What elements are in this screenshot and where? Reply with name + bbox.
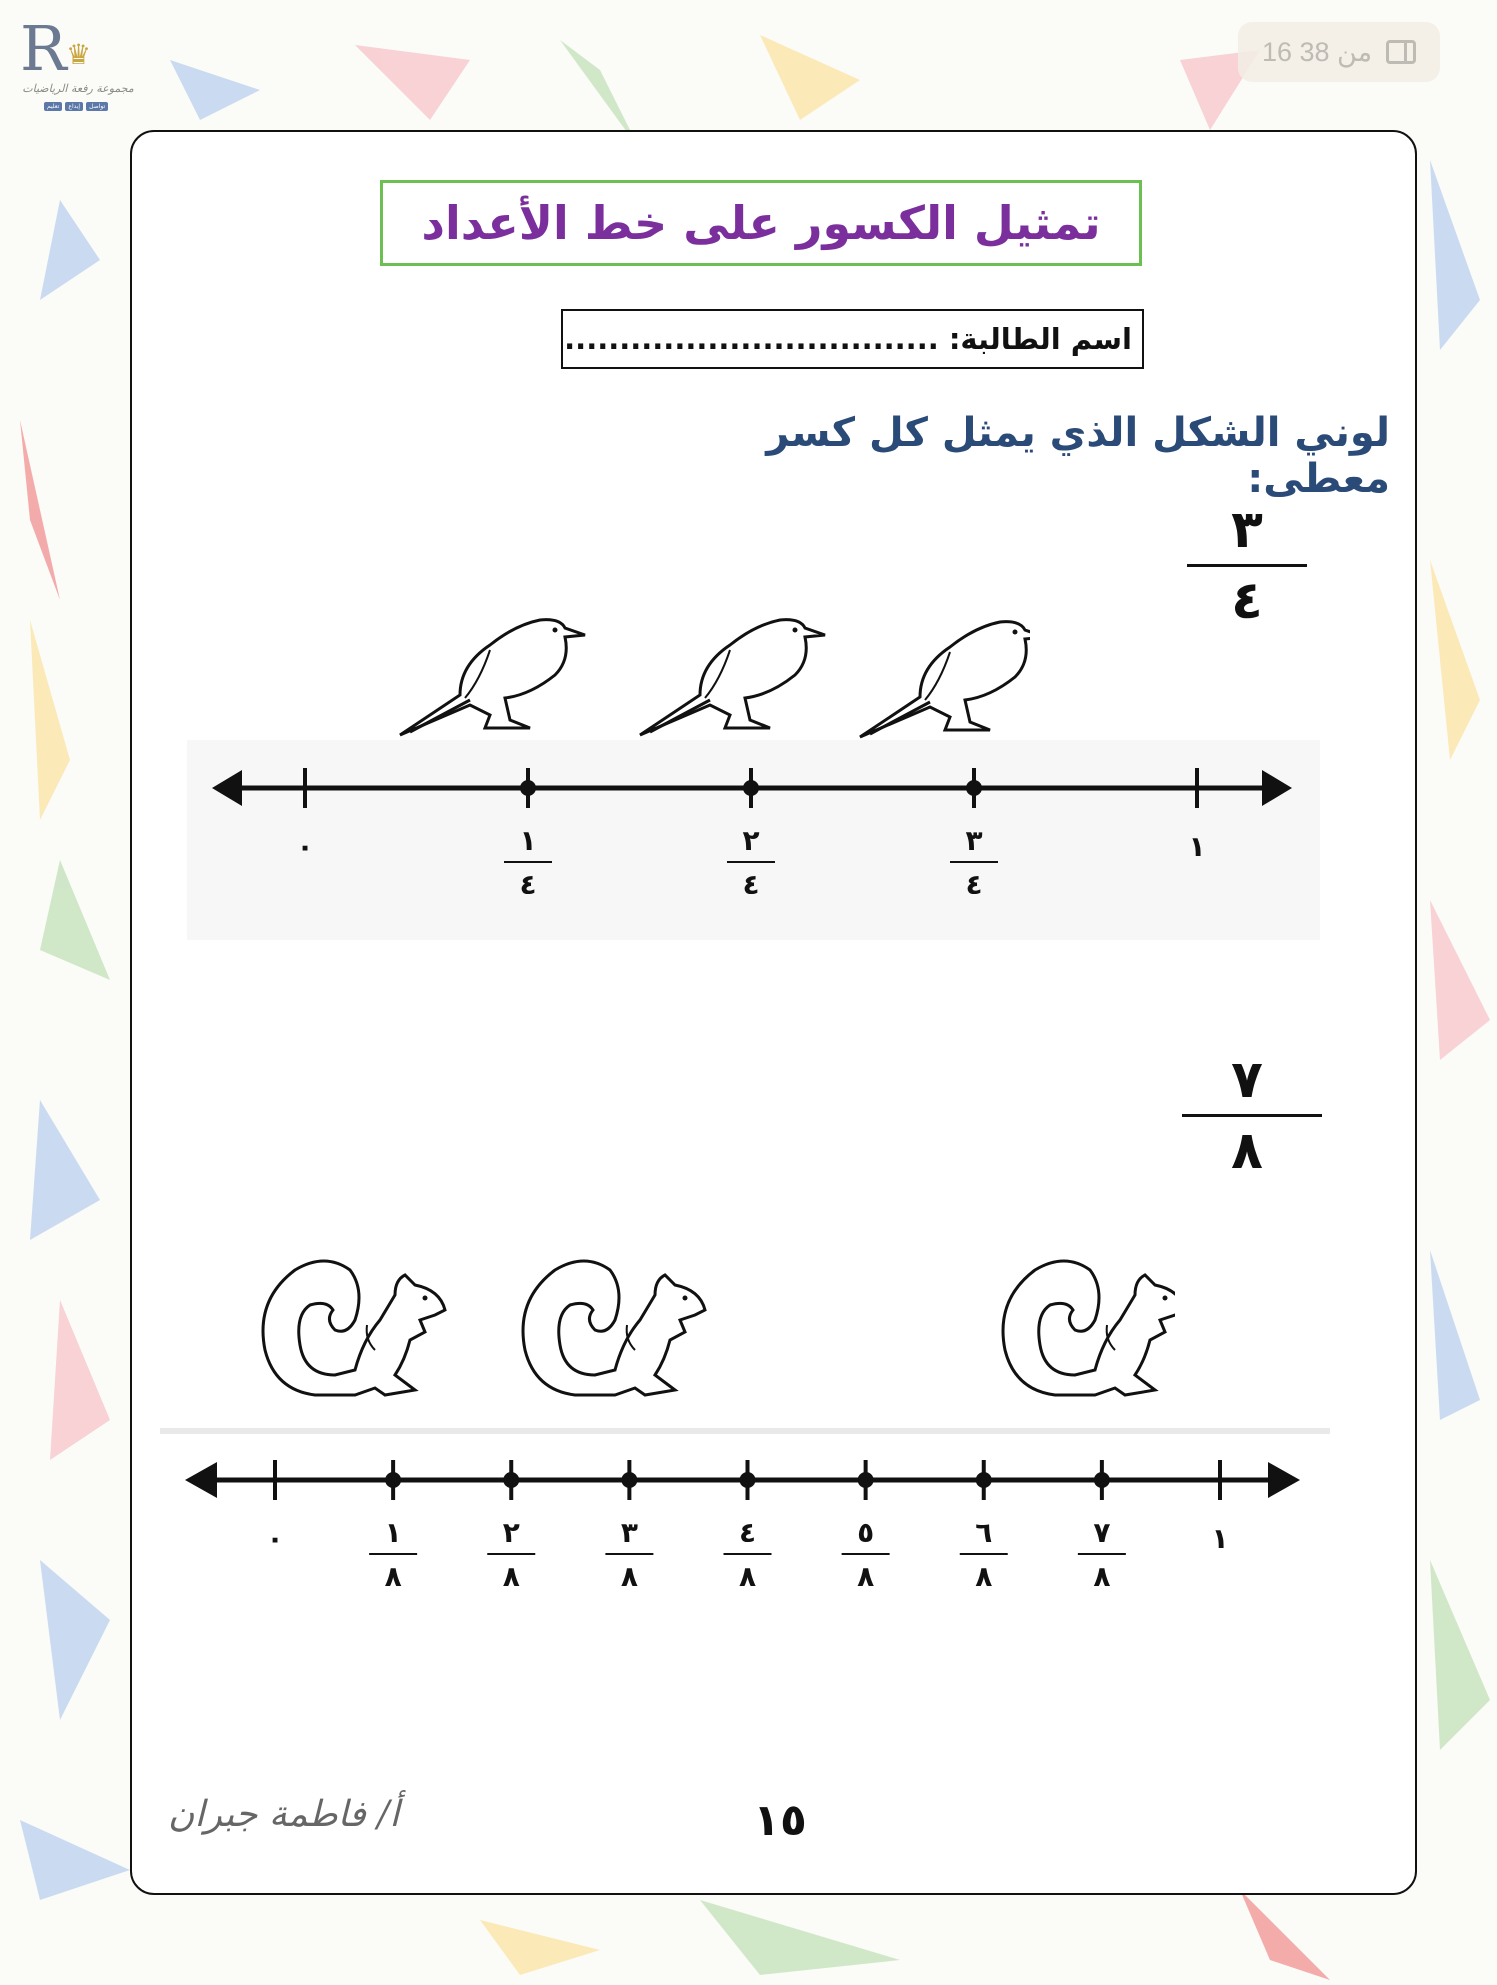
fraction-denominator: ٨: [1231, 1121, 1263, 1181]
tick-label-denominator: ٨: [1093, 1560, 1111, 1593]
bird-pictures: [390, 610, 1030, 745]
tick-dot: [858, 1472, 874, 1488]
tick-dot: [621, 1472, 637, 1488]
tick-label-denominator: ٨: [620, 1560, 638, 1593]
tick-dot: [743, 780, 759, 796]
logo-crown-icon: ♛: [66, 38, 92, 71]
bird-picture[interactable]: [400, 620, 585, 735]
fraction-7-8: [1182, 1050, 1312, 1181]
squirrel-pictures: [255, 1250, 1175, 1410]
tick-dot: [385, 1472, 401, 1488]
tick-dot: [976, 1472, 992, 1488]
logo-monogram: R: [20, 12, 67, 85]
number-line-eighths-strip: [160, 1428, 1330, 1434]
squirrel-picture[interactable]: [523, 1261, 705, 1395]
fraction-numerator: ٣: [1231, 500, 1263, 560]
tick-label-numerator: ١: [1188, 830, 1206, 863]
tick-label-numerator: ٥: [857, 1516, 875, 1549]
fraction-bar: [1187, 564, 1307, 567]
logo-tag: إبداع: [65, 102, 83, 111]
tick-label-denominator: ٨: [975, 1560, 993, 1593]
fraction-numerator: ٧: [1231, 1050, 1263, 1110]
tick-dot: [740, 1472, 756, 1488]
worksheet-title-box: [380, 180, 1142, 266]
squirrel-picture[interactable]: [263, 1261, 445, 1395]
tick-dot: [503, 1472, 519, 1488]
student-name-label: اسم الطالبة: ..................................: [564, 322, 1132, 356]
tick-label-numerator: ٠: [266, 1522, 284, 1555]
tick-label-numerator: ١: [519, 824, 537, 857]
tick-label-denominator: ٤: [519, 868, 537, 901]
tick-label-numerator: ٤: [738, 1516, 757, 1549]
fraction-denominator: ٤: [1231, 571, 1263, 631]
bird-picture[interactable]: [860, 622, 1030, 737]
tick-label-denominator: ٨: [738, 1560, 757, 1593]
tick-label-numerator: ١: [1211, 1522, 1229, 1555]
page-number: ١٥: [753, 1795, 807, 1846]
tick-dot: [520, 780, 536, 796]
tick-label-denominator: ٨: [384, 1560, 402, 1593]
logo-tags: [44, 102, 108, 111]
logo-org-name: مجموعة رفعة الرياضيات: [22, 82, 134, 95]
publisher-logo: [20, 12, 135, 123]
fraction-bar: [1182, 1114, 1322, 1117]
worksheet-card: [130, 130, 1417, 1895]
page-counter-button[interactable]: [1238, 22, 1440, 82]
tick-label-numerator: ٦: [975, 1516, 993, 1549]
instruction-text: لوني الشكل الذي يمثل كل كسر معطى:: [766, 410, 1390, 502]
fraction-3-4: [1182, 500, 1312, 631]
tick-label-numerator: ٢: [502, 1516, 520, 1549]
page-counter-text: 16 من 38: [1261, 36, 1373, 67]
tick-label-numerator: ١: [384, 1516, 402, 1549]
tick-label-denominator: ٨: [857, 1560, 875, 1593]
tick-label-denominator: ٤: [965, 868, 983, 901]
worksheet-title: تمثيل الكسور على خط الأعداد: [421, 196, 1101, 250]
tick-label-numerator: ٧: [1093, 1516, 1111, 1549]
tick-dot: [1094, 1472, 1110, 1488]
tick-label-denominator: ٤: [742, 868, 760, 901]
logo-tag: تواصل: [86, 102, 108, 111]
author-signature: أ/ فاطمة جبران: [168, 1794, 400, 1835]
squirrel-picture[interactable]: [1003, 1261, 1175, 1395]
bird-picture[interactable]: [640, 620, 825, 735]
tick-label-numerator: ٠: [296, 830, 314, 863]
tick-label-numerator: ٢: [742, 824, 760, 857]
student-name-field[interactable]: [561, 309, 1144, 369]
tick-label-denominator: ٨: [502, 1560, 520, 1593]
number-line-quarters-axis: [187, 740, 1320, 940]
tick-label-numerator: ٣: [965, 824, 983, 857]
sidebar-panel-icon: [1386, 40, 1416, 64]
logo-tag: تعليم: [44, 102, 62, 111]
tick-dot: [966, 780, 982, 796]
tick-label-numerator: ٣: [620, 1516, 638, 1549]
number-line-eighths: [160, 1440, 1330, 1620]
